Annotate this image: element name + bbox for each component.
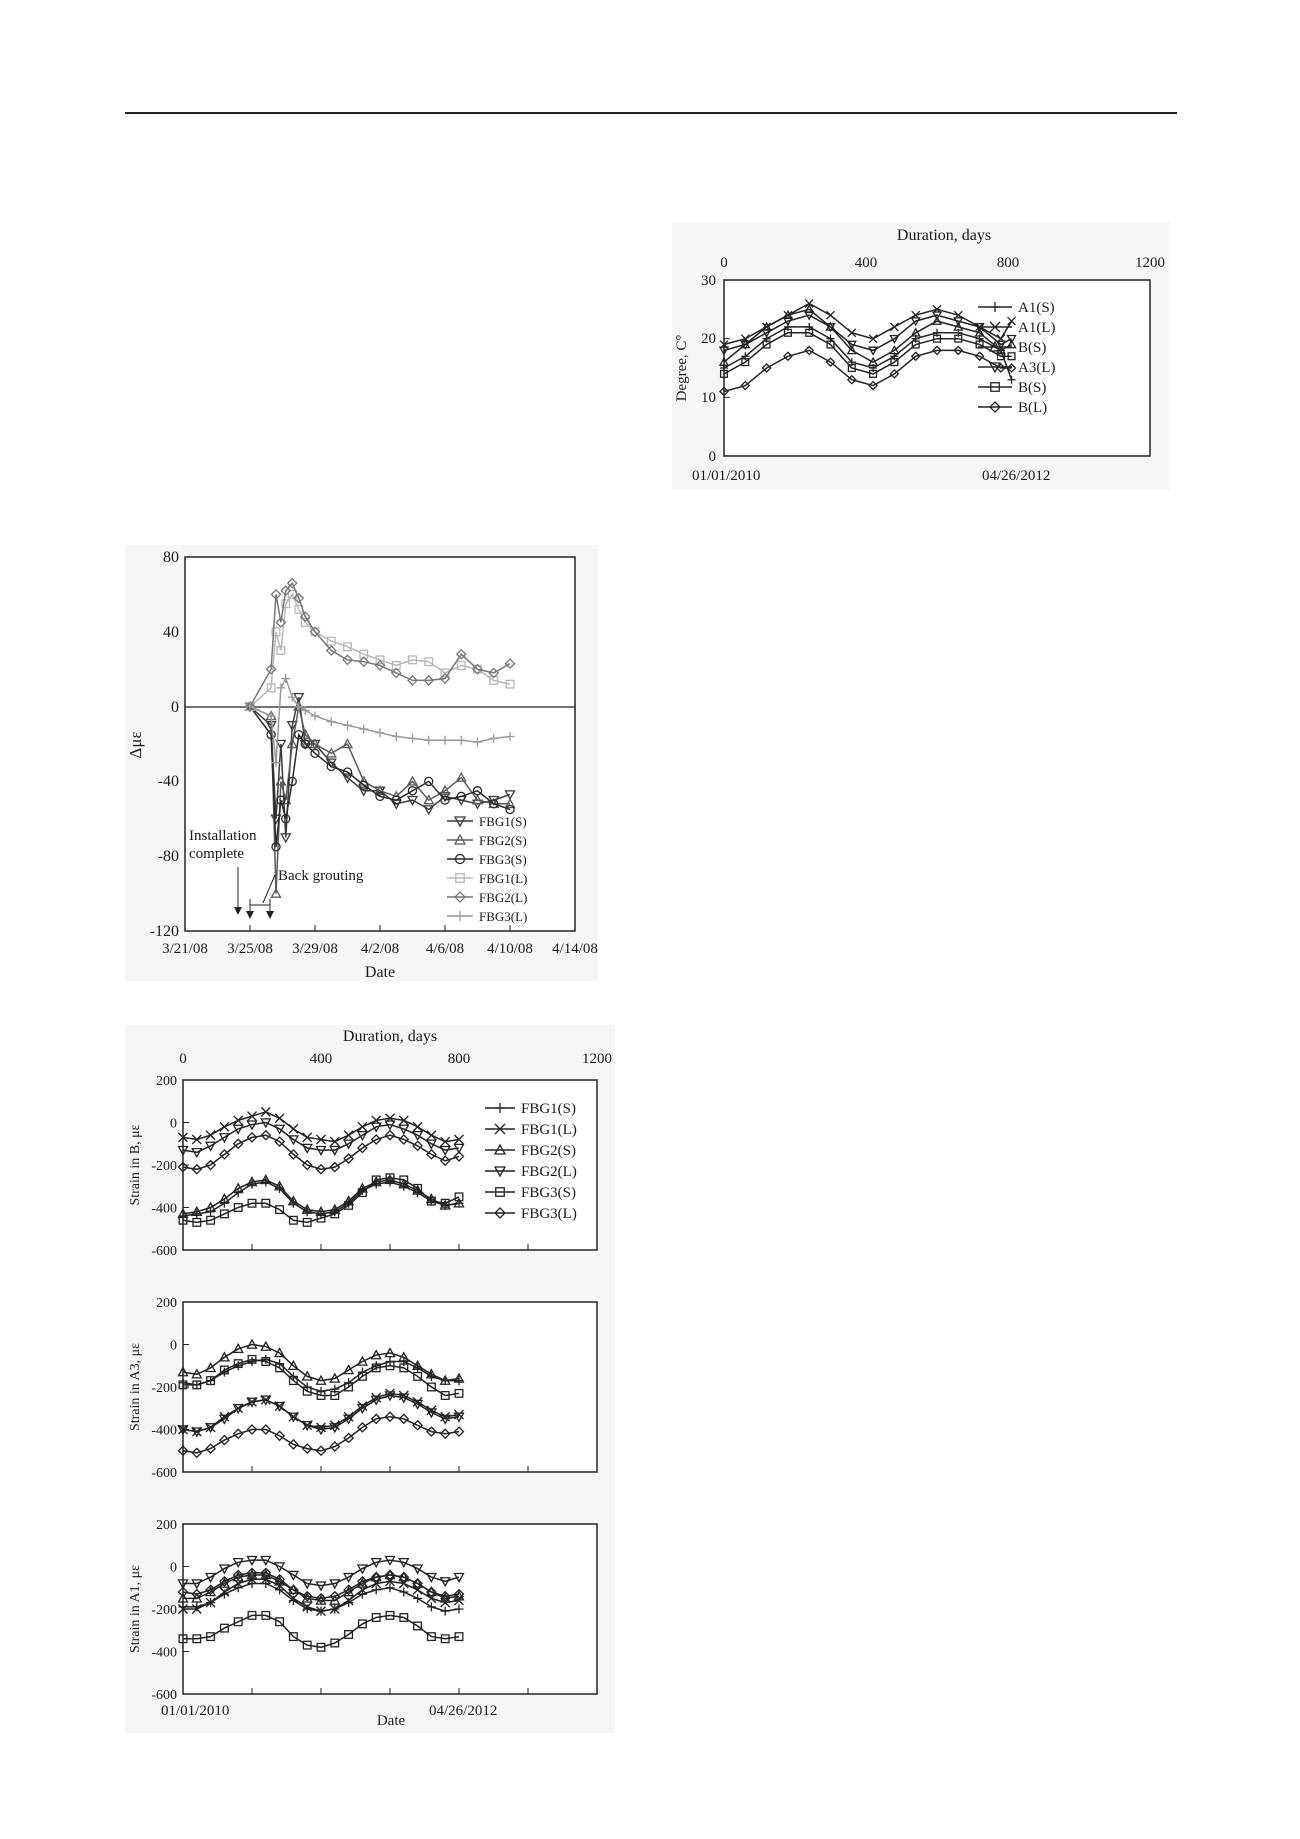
plot-frame [183, 1302, 597, 1472]
temperature-chart [672, 222, 1170, 490]
y-tick-label: 0 [171, 699, 179, 716]
end-date-label: 04/26/2012 [429, 1703, 498, 1719]
panel-ylabel: Strain in A1, με [128, 1564, 143, 1654]
y-tick-label: -600 [151, 1688, 177, 1703]
y-tick-label: -80 [157, 848, 179, 865]
y-tick-label: 0 [170, 1560, 177, 1576]
temperature-ylabel: Degree, C° [674, 334, 690, 402]
legend-label: A1(S) [1018, 300, 1055, 316]
y-tick-label: 0 [708, 449, 716, 465]
legend-label: FBG2(S) [479, 833, 527, 848]
installation-annotation: Installation complete [189, 828, 257, 862]
header-rule [125, 112, 1177, 114]
y-tick-label: -600 [151, 1244, 177, 1259]
panel-ylabel: Strain in B, με [128, 1124, 143, 1206]
y-tick-label: 0 [170, 1338, 177, 1354]
y-tick-label: 10 [701, 390, 716, 406]
legend-label: FBG3(L) [521, 1206, 577, 1222]
y-tick-label: 30 [701, 273, 716, 289]
legend-label: B(S) [1018, 340, 1047, 356]
top-tick-label: 400 [854, 255, 878, 271]
start-date-label: 01/01/2010 [161, 1703, 230, 1719]
y-tick-label: -200 [151, 1159, 177, 1174]
legend-label: FBG3(S) [521, 1185, 577, 1201]
temperature-top-xlabel: Duration, days [896, 227, 992, 244]
delta-strain-chart [125, 545, 598, 981]
top-tick-label: 1200 [1135, 255, 1165, 271]
plot-frame [724, 280, 1150, 456]
top-tick-label: 800 [447, 1051, 471, 1067]
legend-label: FBG1(L) [479, 871, 528, 886]
x-tick-label: 3/21/08 [162, 941, 208, 957]
panel-ylabel: Strain in A3, με [128, 1342, 143, 1432]
y-tick-label: 200 [156, 1518, 177, 1533]
strain-figure [125, 1025, 615, 1733]
strain-chart [125, 1025, 615, 1733]
x-tick-label: 4/14/08 [552, 941, 598, 957]
y-tick-label: -200 [151, 1381, 177, 1396]
legend-label: FBG3(S) [479, 852, 527, 867]
legend-label: A3(L) [1018, 360, 1056, 376]
temperature-figure [672, 222, 1170, 490]
y-tick-label: 200 [156, 1296, 177, 1311]
y-tick-label: -400 [151, 1201, 177, 1217]
legend-label: FBG2(L) [479, 890, 528, 905]
top-tick-label: 0 [179, 1051, 187, 1067]
end-date-label: 04/26/2012 [982, 468, 1051, 484]
y-tick-label: 0 [170, 1116, 177, 1132]
y-tick-label: -200 [151, 1603, 177, 1618]
top-tick-label: 400 [309, 1051, 333, 1067]
top-tick-label: 0 [720, 255, 728, 271]
top-tick-label: 1200 [582, 1051, 612, 1067]
start-date-label: 01/01/2010 [692, 468, 761, 484]
legend-label: FBG1(S) [521, 1101, 577, 1117]
grouting-annotation: Back grouting [278, 868, 364, 884]
legend-label: B(L) [1018, 400, 1048, 416]
y-tick-label: -400 [151, 1423, 177, 1439]
y-tick-label: 80 [163, 549, 179, 566]
legend-label: FBG2(L) [521, 1164, 577, 1180]
y-tick-label: 200 [156, 1074, 177, 1089]
legend-label: FBG3(L) [479, 909, 528, 924]
x-tick-label: 4/10/08 [487, 941, 533, 957]
y-tick-label: 20 [701, 331, 716, 347]
legend-label: FBG1(S) [479, 814, 527, 829]
strain-xlabel: Date [376, 1713, 406, 1729]
legend-label: A1(L) [1018, 320, 1056, 336]
y-tick-label: -600 [151, 1466, 177, 1481]
delta-strain-xlabel: Date [364, 964, 396, 981]
plot-frame [183, 1524, 597, 1694]
y-tick-label: -40 [157, 773, 179, 790]
legend-label: FBG1(L) [521, 1122, 577, 1138]
y-tick-label: 40 [163, 624, 179, 641]
x-tick-label: 4/6/08 [425, 941, 465, 957]
strain-top-xlabel: Duration, days [342, 1028, 438, 1045]
x-tick-label: 4/2/08 [360, 941, 400, 957]
y-tick-label: -400 [151, 1645, 177, 1661]
y-tick-label: -120 [149, 923, 179, 940]
x-tick-label: 3/25/08 [227, 941, 273, 957]
legend-label: FBG2(S) [521, 1143, 577, 1159]
delta-strain-ylabel: Δμε [126, 731, 145, 759]
top-tick-label: 800 [996, 255, 1020, 271]
x-tick-label: 3/29/08 [292, 941, 338, 957]
legend-label: B(S) [1018, 380, 1047, 396]
delta-strain-figure [125, 545, 598, 981]
